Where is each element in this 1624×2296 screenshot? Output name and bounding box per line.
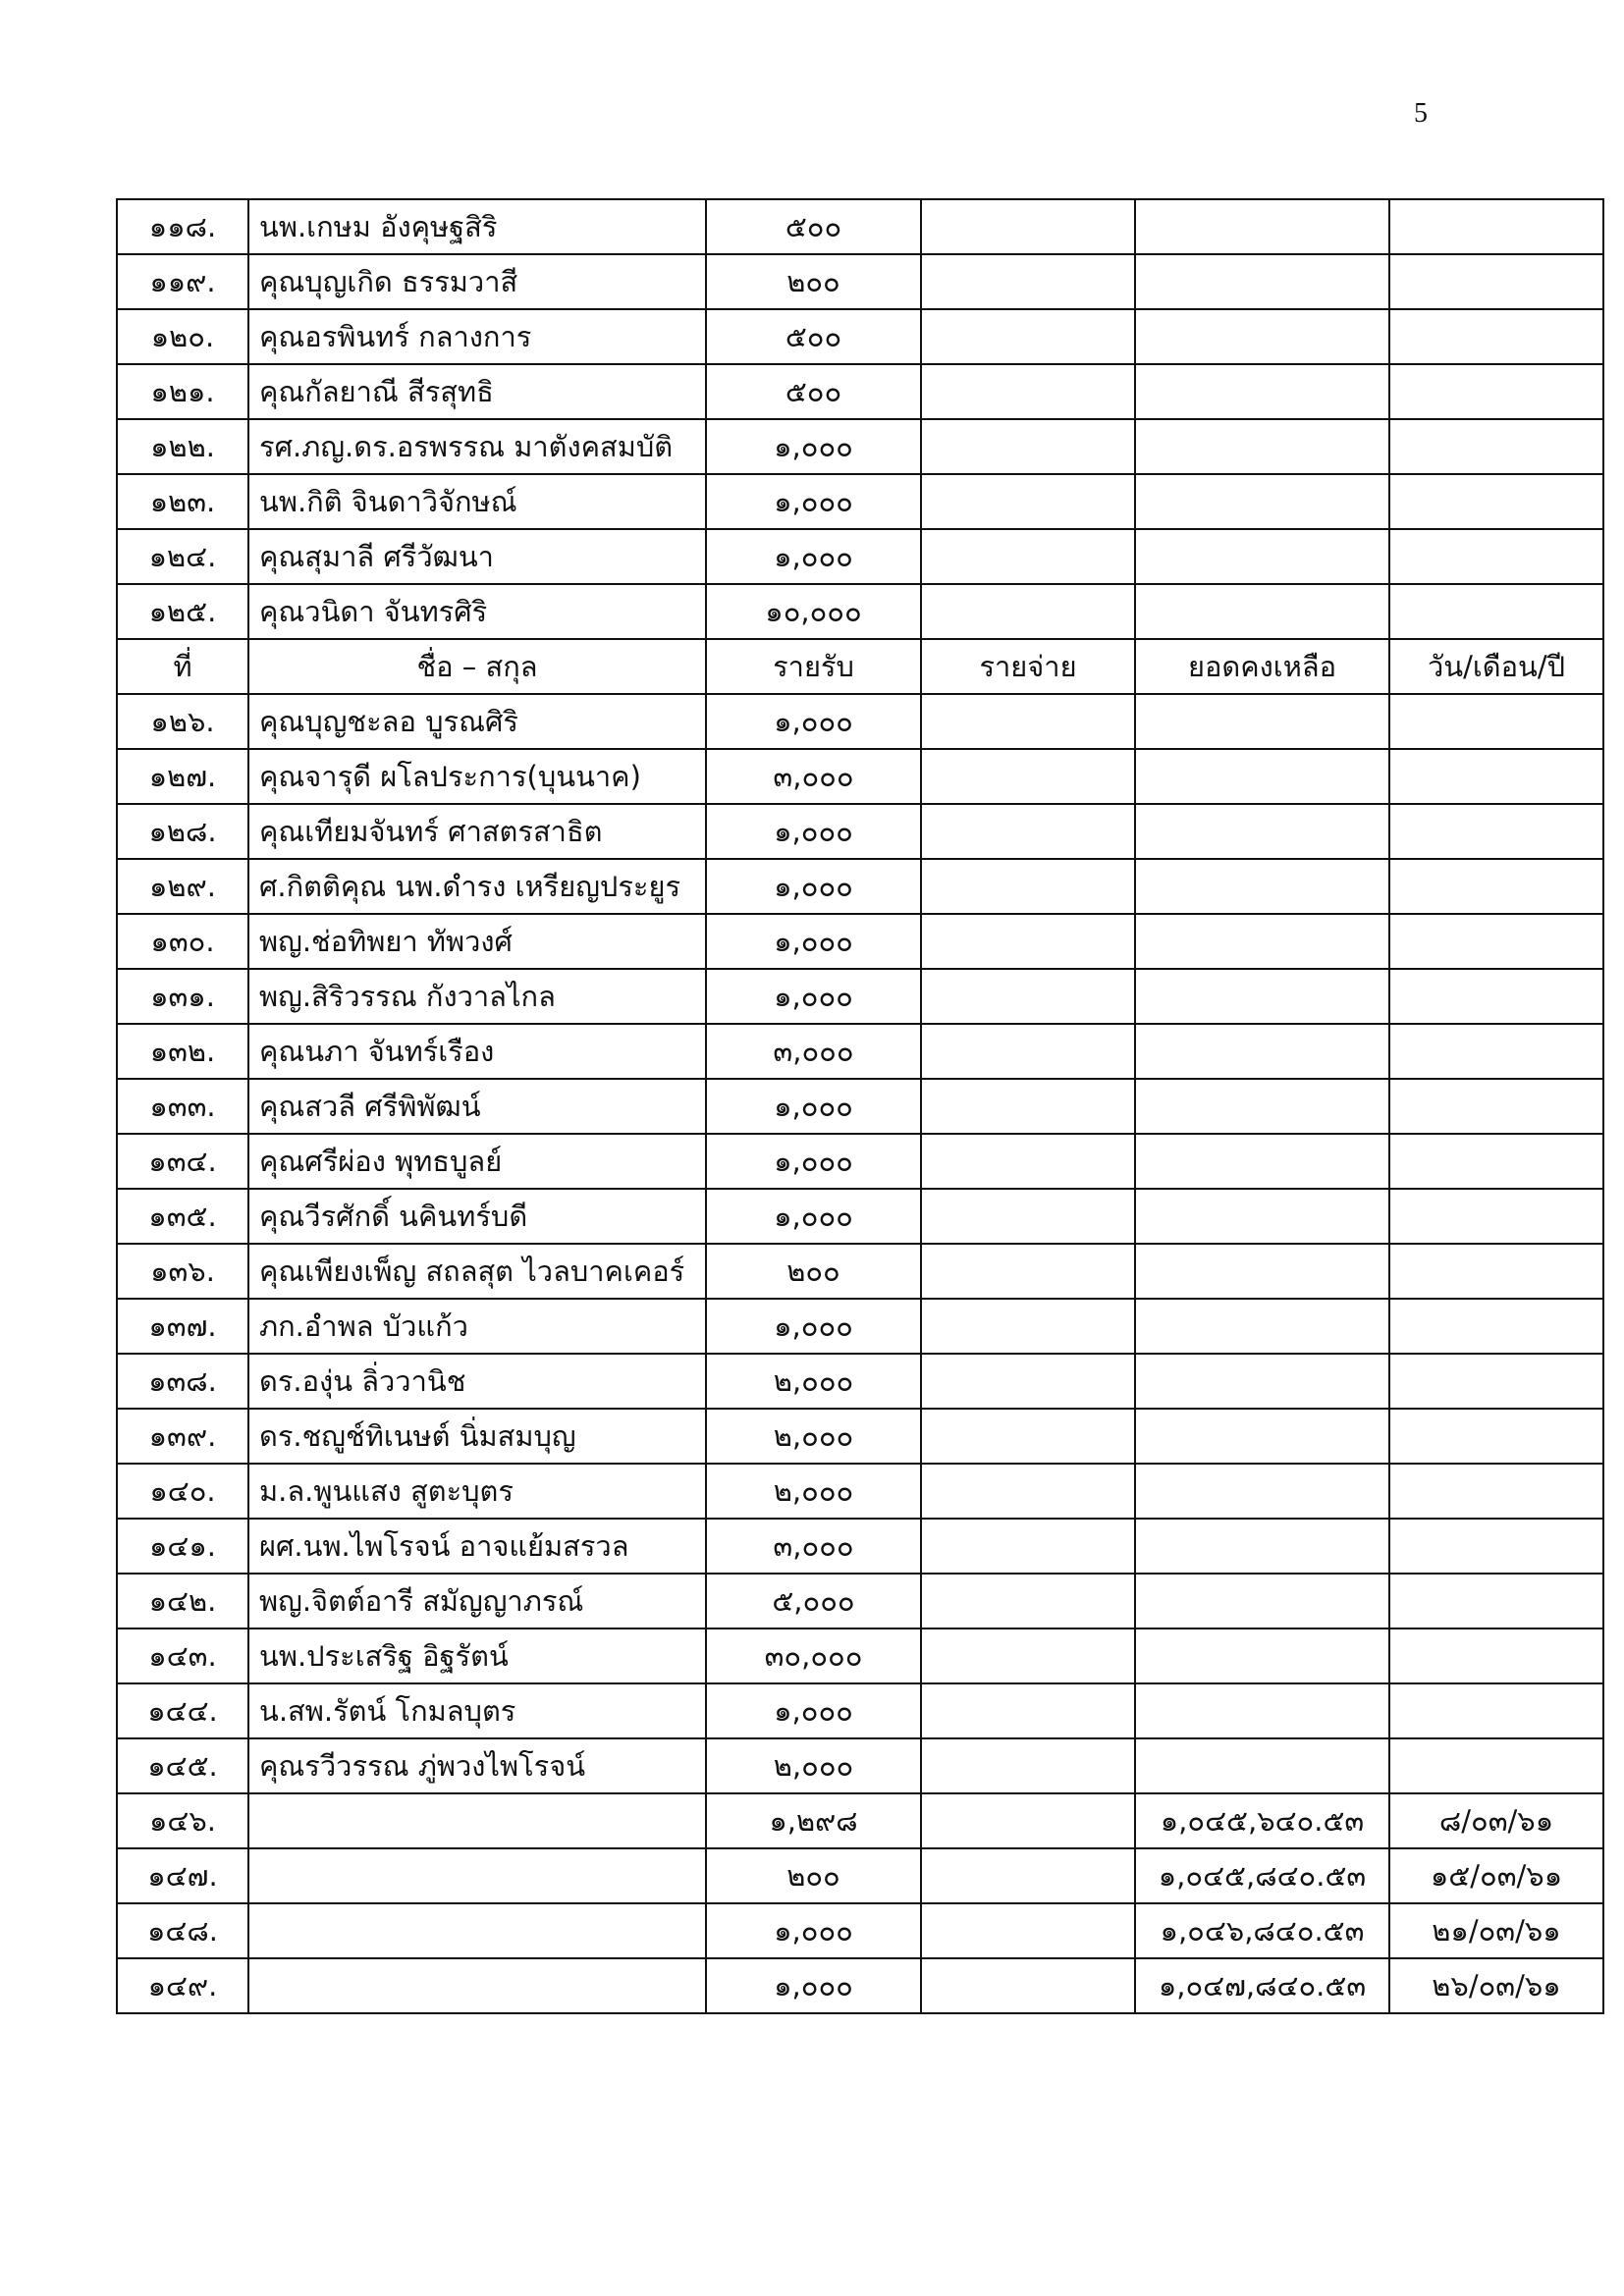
expense-amount-cell — [921, 1574, 1135, 1629]
balance-amount-cell — [1135, 1574, 1389, 1629]
balance-amount-cell — [1135, 1299, 1389, 1354]
entry-date-cell — [1389, 1299, 1603, 1354]
table-row — [117, 1299, 1603, 1354]
donor-name-cell: ศ.กิตติคุณ นพ.ดำรง เหรียญประยูร — [248, 859, 706, 914]
table-row — [117, 419, 1603, 474]
entry-date-cell — [1389, 1464, 1603, 1519]
donor-name-cell: พญ.ช่อทิพยา ทัพวงศ์ — [248, 914, 706, 969]
entry-date-cell — [1389, 1354, 1603, 1409]
entry-date-cell — [1389, 859, 1603, 914]
expense-amount-cell — [921, 254, 1135, 309]
income-amount-cell: ๓,๐๐๐ — [706, 1519, 921, 1574]
table-row — [117, 1354, 1603, 1409]
table-row — [117, 1189, 1603, 1244]
page-number: 5 — [1414, 98, 1428, 129]
entry-date-cell — [1389, 1244, 1603, 1299]
table-row — [117, 1683, 1603, 1738]
table-row — [117, 1134, 1603, 1189]
donor-name-cell — [248, 1848, 706, 1903]
entry-date-cell — [1389, 1629, 1603, 1683]
donor-name-cell: คุณสวลี ศรีพิพัฒน์ — [248, 1079, 706, 1134]
row-number-cell: ๑๔๒. — [117, 1574, 248, 1629]
row-number-cell: ๑๔๗. — [117, 1848, 248, 1903]
donor-name-cell: คุณรวีวรรณ ภู่พวงไพโรจน์ — [248, 1738, 706, 1793]
balance-amount-cell — [1135, 529, 1389, 584]
expense-amount-cell — [921, 859, 1135, 914]
row-number-cell: ๑๔๘. — [117, 1903, 248, 1958]
expense-amount-cell — [921, 584, 1135, 639]
entry-date-cell — [1389, 1683, 1603, 1738]
table-row — [117, 364, 1603, 419]
income-amount-cell: ๕๐๐ — [706, 199, 921, 254]
donor-name-cell: นพ.ประเสริฐ อิฐรัตน์ — [248, 1629, 706, 1683]
balance-amount-cell — [1135, 1464, 1389, 1519]
entry-date-cell: ๘/๐๓/๖๑ — [1389, 1793, 1603, 1848]
table-row — [117, 1079, 1603, 1134]
donor-name-cell: นพ.เกษม อังคุษฐสิริ — [248, 199, 706, 254]
expense-amount-cell — [921, 1519, 1135, 1574]
entry-date-cell: ๑๕/๐๓/๖๑ — [1389, 1848, 1603, 1903]
table-row — [117, 1409, 1603, 1464]
income-amount-cell: ๑,๐๐๐ — [706, 529, 921, 584]
income-amount-cell: ๑,๐๐๐ — [706, 1299, 921, 1354]
donor-name-cell: คุณเพียงเพ็ญ สถลสุต ไวลบาคเคอร์ — [248, 1244, 706, 1299]
table-row — [117, 859, 1603, 914]
entry-date-cell — [1389, 529, 1603, 584]
expense-amount-cell — [921, 1244, 1135, 1299]
expense-amount-cell — [921, 364, 1135, 419]
balance-amount-cell — [1135, 1244, 1389, 1299]
income-amount-cell: ๑,๐๐๐ — [706, 1134, 921, 1189]
expense-amount-cell — [921, 309, 1135, 364]
entry-date-cell — [1389, 914, 1603, 969]
income-amount-cell: ๒๐๐ — [706, 254, 921, 309]
balance-amount-cell — [1135, 364, 1389, 419]
donor-name-cell: คุณวีรศักดิ์ นคินทร์บดี — [248, 1189, 706, 1244]
balance-amount-cell — [1135, 1079, 1389, 1134]
header-donor-name: ชื่อ – สกุล — [248, 639, 706, 694]
balance-amount-cell: ๑,๐๔๕,๘๔๐.๕๓ — [1135, 1848, 1389, 1903]
table-header-row — [117, 639, 1603, 694]
header-balance-amount: ยอดคงเหลือ — [1135, 639, 1389, 694]
row-number-cell: ๑๒๔. — [117, 529, 248, 584]
header-income-amount: รายรับ — [706, 639, 921, 694]
balance-amount-cell — [1135, 254, 1389, 309]
donor-name-cell: ดร.องุ่น ลิ่ววานิช — [248, 1354, 706, 1409]
income-amount-cell: ๒,๐๐๐ — [706, 1738, 921, 1793]
expense-amount-cell — [921, 419, 1135, 474]
row-number-cell: ๑๓๖. — [117, 1244, 248, 1299]
table-row — [117, 914, 1603, 969]
table-row — [117, 1629, 1603, 1683]
donor-name-cell: คุณบุญเกิด ธรรมวาสี — [248, 254, 706, 309]
income-amount-cell: ๑,๐๐๐ — [706, 969, 921, 1024]
expense-amount-cell — [921, 1079, 1135, 1134]
table-row — [117, 529, 1603, 584]
entry-date-cell — [1389, 199, 1603, 254]
income-amount-cell: ๕,๐๐๐ — [706, 1574, 921, 1629]
income-amount-cell: ๓,๐๐๐ — [706, 749, 921, 804]
row-number-cell: ๑๓๒. — [117, 1024, 248, 1079]
table-row — [117, 199, 1603, 254]
row-number-cell: ๑๑๙. — [117, 254, 248, 309]
row-number-cell: ๑๓๓. — [117, 1079, 248, 1134]
expense-amount-cell — [921, 1793, 1135, 1848]
entry-date-cell — [1389, 1024, 1603, 1079]
donor-name-cell: คุณศรีผ่อง พุทธบูลย์ — [248, 1134, 706, 1189]
entry-date-cell — [1389, 1134, 1603, 1189]
row-number-cell: ๑๓๔. — [117, 1134, 248, 1189]
entry-date-cell — [1389, 1189, 1603, 1244]
expense-amount-cell — [921, 969, 1135, 1024]
table-row — [117, 749, 1603, 804]
entry-date-cell — [1389, 1519, 1603, 1574]
income-amount-cell: ๒๐๐ — [706, 1244, 921, 1299]
row-number-cell: ๑๔๐. — [117, 1464, 248, 1519]
expense-amount-cell — [921, 1024, 1135, 1079]
entry-date-cell — [1389, 804, 1603, 859]
expense-amount-cell — [921, 1189, 1135, 1244]
income-amount-cell: ๓,๐๐๐ — [706, 1024, 921, 1079]
row-number-cell: ๑๒๐. — [117, 309, 248, 364]
row-number-cell: ๑๓๐. — [117, 914, 248, 969]
balance-amount-cell — [1135, 1189, 1389, 1244]
donor-name-cell: ผศ.นพ.ไพโรจน์ อาจแย้มสรวล — [248, 1519, 706, 1574]
entry-date-cell — [1389, 1574, 1603, 1629]
entry-date-cell — [1389, 969, 1603, 1024]
income-amount-cell: ๑,๐๐๐ — [706, 1903, 921, 1958]
balance-amount-cell — [1135, 419, 1389, 474]
expense-amount-cell — [921, 529, 1135, 584]
balance-amount-cell: ๑,๐๔๗,๘๔๐.๕๓ — [1135, 1958, 1389, 2013]
balance-amount-cell — [1135, 969, 1389, 1024]
entry-date-cell — [1389, 364, 1603, 419]
row-number-cell: ๑๒๒. — [117, 419, 248, 474]
entry-date-cell — [1389, 1409, 1603, 1464]
balance-amount-cell — [1135, 584, 1389, 639]
balance-amount-cell — [1135, 1683, 1389, 1738]
donor-name-cell: คุณสุมาลี ศรีวัฒนา — [248, 529, 706, 584]
donor-name-cell: พญ.จิตต์อารี สมัญญาภรณ์ — [248, 1574, 706, 1629]
income-amount-cell: ๑,๐๐๐ — [706, 694, 921, 749]
row-number-cell: ๑๔๔. — [117, 1683, 248, 1738]
row-number-cell: ๑๒๑. — [117, 364, 248, 419]
row-number-cell: ๑๔๑. — [117, 1519, 248, 1574]
expense-amount-cell — [921, 1958, 1135, 2013]
income-amount-cell: ๑,๐๐๐ — [706, 914, 921, 969]
entry-date-cell — [1389, 749, 1603, 804]
income-amount-cell: ๓๐,๐๐๐ — [706, 1629, 921, 1683]
table-row — [117, 1793, 1603, 1848]
expense-amount-cell — [921, 199, 1135, 254]
donor-name-cell: คุณกัลยาณี สีรสุทธิ — [248, 364, 706, 419]
income-amount-cell: ๕๐๐ — [706, 309, 921, 364]
expense-amount-cell — [921, 1903, 1135, 1958]
row-number-cell: ๑๒๕. — [117, 584, 248, 639]
balance-amount-cell — [1135, 1134, 1389, 1189]
expense-amount-cell — [921, 804, 1135, 859]
donor-name-cell — [248, 1903, 706, 1958]
row-number-cell: ๑๓๙. — [117, 1409, 248, 1464]
row-number-cell: ๑๓๘. — [117, 1354, 248, 1409]
income-amount-cell: ๑,๐๐๐ — [706, 419, 921, 474]
balance-amount-cell — [1135, 1738, 1389, 1793]
entry-date-cell — [1389, 694, 1603, 749]
balance-amount-cell — [1135, 474, 1389, 529]
table-row — [117, 1024, 1603, 1079]
donor-name-cell: คุณนภา จันทร์เรือง — [248, 1024, 706, 1079]
donor-name-cell: น.สพ.รัตน์ โกมลบุตร — [248, 1683, 706, 1738]
table-row — [117, 694, 1603, 749]
row-number-cell: ๑๒๗. — [117, 749, 248, 804]
table-row — [117, 969, 1603, 1024]
balance-amount-cell — [1135, 1519, 1389, 1574]
income-amount-cell: ๑,๐๐๐ — [706, 1189, 921, 1244]
donor-name-cell: คุณวนิดา จันทรศิริ — [248, 584, 706, 639]
entry-date-cell — [1389, 419, 1603, 474]
row-number-cell: ๑๒๙. — [117, 859, 248, 914]
balance-amount-cell — [1135, 1354, 1389, 1409]
balance-amount-cell — [1135, 1409, 1389, 1464]
balance-amount-cell — [1135, 1024, 1389, 1079]
income-amount-cell: ๑,๐๐๐ — [706, 859, 921, 914]
table-row — [117, 584, 1603, 639]
balance-amount-cell — [1135, 804, 1389, 859]
row-number-cell: ๑๔๕. — [117, 1738, 248, 1793]
row-number-cell: ๑๓๕. — [117, 1189, 248, 1244]
donation-ledger-table — [116, 198, 1604, 2014]
expense-amount-cell — [921, 1409, 1135, 1464]
donor-name-cell: นพ.กิติ จินดาวิจักษณ์ — [248, 474, 706, 529]
table-row — [117, 1574, 1603, 1629]
income-amount-cell: ๑,๐๐๐ — [706, 474, 921, 529]
donor-name-cell: ดร.ชญูช์ทิเนษต์ นิ่มสมบุญ — [248, 1409, 706, 1464]
donor-name-cell: พญ.สิริวรรณ กังวาลไกล — [248, 969, 706, 1024]
balance-amount-cell — [1135, 1629, 1389, 1683]
balance-amount-cell — [1135, 749, 1389, 804]
expense-amount-cell — [921, 1683, 1135, 1738]
income-amount-cell: ๑,๒๙๘ — [706, 1793, 921, 1848]
entry-date-cell — [1389, 309, 1603, 364]
row-number-cell: ๑๔๓. — [117, 1629, 248, 1683]
expense-amount-cell — [921, 1738, 1135, 1793]
expense-amount-cell — [921, 1299, 1135, 1354]
table-row — [117, 1244, 1603, 1299]
table-row — [117, 474, 1603, 529]
entry-date-cell: ๒๑/๐๓/๖๑ — [1389, 1903, 1603, 1958]
donor-name-cell: คุณบุญชะลอ บูรณศิริ — [248, 694, 706, 749]
expense-amount-cell — [921, 694, 1135, 749]
expense-amount-cell — [921, 1629, 1135, 1683]
donor-name-cell: คุณจารุดี ผโลประการ(บุนนาค) — [248, 749, 706, 804]
table-row — [117, 1738, 1603, 1793]
balance-amount-cell — [1135, 914, 1389, 969]
donor-name-cell: รศ.ภญ.ดร.อรพรรณ มาตังคสมบัติ — [248, 419, 706, 474]
table-row — [117, 804, 1603, 859]
table-row — [117, 1958, 1603, 2013]
header-row-number: ที่ — [117, 639, 248, 694]
income-amount-cell: ๑,๐๐๐ — [706, 804, 921, 859]
donor-name-cell: คุณเทียมจันทร์ ศาสตรสาธิต — [248, 804, 706, 859]
balance-amount-cell — [1135, 309, 1389, 364]
expense-amount-cell — [921, 1464, 1135, 1519]
table-row — [117, 254, 1603, 309]
expense-amount-cell — [921, 1354, 1135, 1409]
entry-date-cell: ๒๖/๐๓/๖๑ — [1389, 1958, 1603, 2013]
header-expense-amount: รายจ่าย — [921, 639, 1135, 694]
expense-amount-cell — [921, 914, 1135, 969]
row-number-cell: ๑๓๗. — [117, 1299, 248, 1354]
income-amount-cell: ๒,๐๐๐ — [706, 1464, 921, 1519]
donor-name-cell: ภก.อำพล บัวแก้ว — [248, 1299, 706, 1354]
row-number-cell: ๑๔๙. — [117, 1958, 248, 2013]
row-number-cell: ๑๒๓. — [117, 474, 248, 529]
income-amount-cell: ๒,๐๐๐ — [706, 1409, 921, 1464]
entry-date-cell — [1389, 1079, 1603, 1134]
entry-date-cell — [1389, 584, 1603, 639]
income-amount-cell: ๑,๐๐๐ — [706, 1079, 921, 1134]
row-number-cell: ๑๒๘. — [117, 804, 248, 859]
expense-amount-cell — [921, 1134, 1135, 1189]
income-amount-cell: ๒,๐๐๐ — [706, 1354, 921, 1409]
expense-amount-cell — [921, 749, 1135, 804]
income-amount-cell: ๒๐๐ — [706, 1848, 921, 1903]
expense-amount-cell — [921, 1848, 1135, 1903]
income-amount-cell: ๕๐๐ — [706, 364, 921, 419]
entry-date-cell — [1389, 474, 1603, 529]
donor-name-cell — [248, 1793, 706, 1848]
balance-amount-cell — [1135, 199, 1389, 254]
table-row — [117, 1519, 1603, 1574]
table-row — [117, 309, 1603, 364]
header-entry-date: วัน/เดือน/ปี — [1389, 639, 1603, 694]
expense-amount-cell — [921, 474, 1135, 529]
ledger-body — [117, 199, 1603, 2013]
row-number-cell: ๑๓๑. — [117, 969, 248, 1024]
income-amount-cell: ๑,๐๐๐ — [706, 1958, 921, 2013]
balance-amount-cell — [1135, 859, 1389, 914]
donor-name-cell — [248, 1958, 706, 2013]
row-number-cell: ๑๒๖. — [117, 694, 248, 749]
table-row — [117, 1903, 1603, 1958]
income-amount-cell: ๑๐,๐๐๐ — [706, 584, 921, 639]
table-row — [117, 1464, 1603, 1519]
row-number-cell: ๑๑๘. — [117, 199, 248, 254]
balance-amount-cell: ๑,๐๔๕,๖๔๐.๕๓ — [1135, 1793, 1389, 1848]
entry-date-cell — [1389, 254, 1603, 309]
table-row — [117, 1848, 1603, 1903]
income-amount-cell: ๑,๐๐๐ — [706, 1683, 921, 1738]
donor-name-cell: ม.ล.พูนแสง สูตะบุตร — [248, 1464, 706, 1519]
entry-date-cell — [1389, 1738, 1603, 1793]
row-number-cell: ๑๔๖. — [117, 1793, 248, 1848]
balance-amount-cell — [1135, 694, 1389, 749]
balance-amount-cell: ๑,๐๔๖,๘๔๐.๕๓ — [1135, 1903, 1389, 1958]
donor-name-cell: คุณอรพินทร์ กลางการ — [248, 309, 706, 364]
